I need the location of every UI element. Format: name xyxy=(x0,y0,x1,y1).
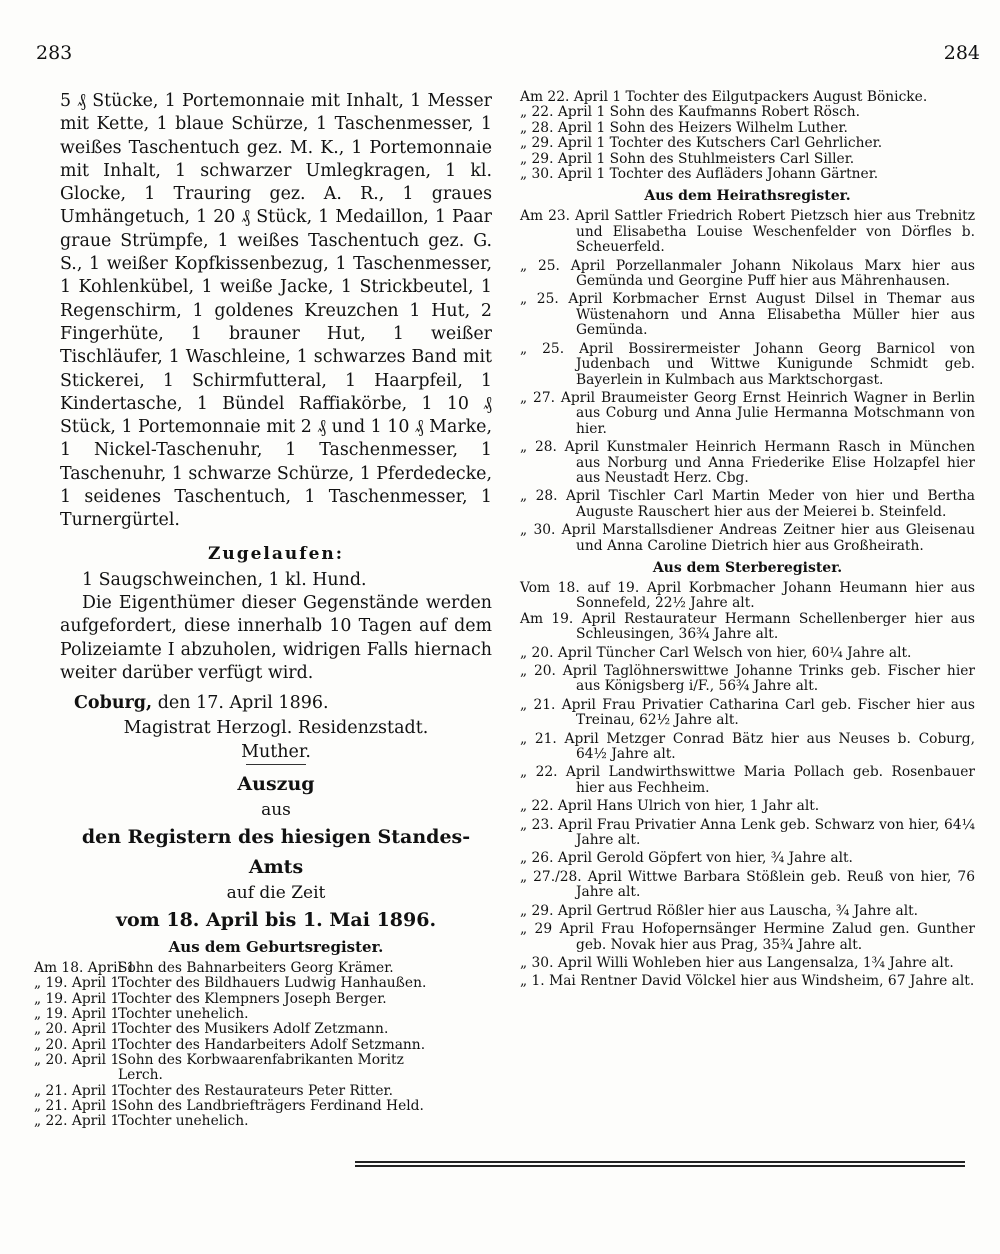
birth-date: „ 19. April 1 xyxy=(34,990,120,1007)
birth-row xyxy=(34,1022,492,1037)
marriage-entry: Am 23. April Sattler Friedrich Robert Pietzsch hier aus Trebnitz und Elisabetha Louise Weschenfelder von Dörfles b. Scheuerfeld. xyxy=(520,208,975,256)
birth-text: Lerch. xyxy=(118,1068,163,1084)
death-entry: „ 30. April Willi Wohleben hier aus Langensalza, 1¾ Jahre alt. xyxy=(520,954,954,971)
death-entry: „ 20. April Tüncher Carl Welsch von hier, 60¼ Jahre alt. xyxy=(520,644,912,661)
auszug-registers: den Registern des hiesigen Standes-Amts xyxy=(81,826,471,879)
birth-text: Sohn des Bahnarbeiters Georg Krämer. xyxy=(118,961,394,977)
marriage-entry: „ 27. April Braumeister Georg Ernst Heinrich Wagner in Berlin aus Coburg und Anna Julie Hermanna Motschmann von hier. xyxy=(520,389,975,437)
birth-entry: Am 22. April 1 Tochter des Eilgutpackers August Bönicke. xyxy=(520,89,928,105)
birth-text: Tochter unehelich. xyxy=(118,1007,249,1023)
found-items-list: 5 ₰ Stücke, 1 Portemonnaie mit Inhalt, 1 Messer mit Kette, 1 blaue Schürze, 1 Taschenmesser, 1 weißes Taschentuch gez. M. K., 1 Portemonnaie mit Inhalt, 1 schwarzer Umlegkragen, 1 kl. Glocke, 1 Trauring gez. A. R., 1 graues Umhängetuch, 1 20 ₰ Stück, 1 Medaillon, 1 Paar graue Strümpfe, 1 weißes Taschentuch gez. G. S., 1 weißer Kopfkissenbezug, 1 Taschenmesser, 1 Kohlenkübel, 1 weiße Jacke, 1 Strickbeutel, 1 Regenschirm, 1 goldenes Kreuzchen 1 Hut, 2 Fingerhüte, 1 brauner Hut, 1 weißer Tischläufer, 1 Waschleine, 1 schwarzes Band mit Stickerei, 1 Schirmfutteral, 1 Haarpfeil, 1 Kindertasche, 1 Bündel Raffiakörbe, 1 10 ₰ Stück, 1 Portemonnaie mit 2 ₰ und 1 10 ₰ Marke, 1 Nickel-Taschenuhr, 1 Taschenmesser, 1 Taschenuhr, 1 schwarze Schürze, 1 Pferdedecke, 1 seidenes Taschentuch, 1 Taschenmesser, 1 Turnergürtel. xyxy=(60,91,492,531)
death-entry: „ 22. April Landwirthswittwe Maria Pollach geb. Rosenbauer hier aus Fechheim. xyxy=(520,764,975,796)
death-entry: Vom 18. auf 19. April Korbmacher Johann Heumann hier aus Sonnefeld, 22½ Jahre alt. xyxy=(520,579,975,612)
birth-date: „ 20. April 1 xyxy=(34,1051,120,1068)
birth-text: Tochter des Bildhauers Ludwig Hanhaußen. xyxy=(118,976,427,992)
birth-date xyxy=(34,1068,118,1083)
death-entry: „ 21. April Metzger Conrad Bätz hier aus Neuses b. Coburg, 64½ Jahre alt. xyxy=(520,730,975,763)
birth-row xyxy=(34,1053,492,1068)
owner-notice: Die Eigenthümer dieser Gegenstände werden aufgefordert, diese innerhalb 10 Tagen auf dem Polizeiamte I abzuholen, widrigen Falls hiernach weiter darüber verfügt wird. xyxy=(60,592,492,683)
marriage-entry: „ 25. April Korbmacher Ernst August Dilsel in Themar aus Wüstenahorn und Anna Elisabetha Müller hier aus Gemünda. xyxy=(520,291,975,339)
birth-date: „ 21. April 1 xyxy=(34,1097,120,1114)
birth-entry: „ 28. April 1 Sohn des Heizers Wilhelm Luther. xyxy=(520,119,848,136)
place-date-line xyxy=(60,691,492,716)
death-entry: „ 1. Mai Rentner David Völckel hier aus Windsheim, 67 Jahre alt. xyxy=(520,973,975,990)
birth-date: „ 20. April 1 xyxy=(34,1036,120,1053)
place: Coburg, xyxy=(74,693,153,714)
bottom-rule xyxy=(355,1161,965,1163)
bottom-rule xyxy=(355,1165,965,1167)
marriage-entry: „ 28. April Kunstmaler Heinrich Hermann Rasch in München aus Norburg und Anna Friederike Elise Holzapfel hier aus Neustadt Herz. Cbg. xyxy=(520,439,975,486)
authority: Magistrat Herzogl. Residenzstadt. xyxy=(123,718,429,739)
birth-date: „ 22. April 1 xyxy=(34,1113,120,1130)
auszug-period: vom 18. April bis 1. Mai 1896. xyxy=(115,909,437,932)
birth-entry: „ 29. April 1 Sohn des Stuhlmeisters Carl Siller. xyxy=(520,150,855,167)
death-entry: Am 19. April Restaurateur Hermann Schellenberger hier aus Schleusingen, 36¾ Jahre alt. xyxy=(520,610,975,643)
birth-row xyxy=(34,1068,492,1083)
divider xyxy=(246,764,306,765)
zugelaufen-item: 1 Saugschweinchen, 1 kl. Hund. xyxy=(82,569,367,590)
birth-date: Am 18. April 1 xyxy=(34,960,136,977)
auszug-period-label: auf die Zeit xyxy=(226,883,326,904)
marriage-entry: „ 30. April Marstallsdiener Andreas Zeitner hier aus Gleisenau und Anna Caroline Dietrich hier aus Großheirath. xyxy=(520,522,975,554)
death-entry: „ 29 April Frau Hofopernsänger Hermine Zalud gen. Gunther geb. Novak hier aus Prag, 35¾ Jahre alt. xyxy=(520,921,975,953)
births-list xyxy=(34,961,492,1129)
auszug-aus: aus xyxy=(261,800,291,821)
death-entry: „ 26. April Gerold Göpfert von hier, ¾ Jahre alt. xyxy=(520,850,853,867)
death-entry: „ 22. April Hans Ulrich von hier, 1 Jahr alt. xyxy=(520,798,820,815)
marriages-list xyxy=(520,209,975,554)
birth-entry: „ 30. April 1 Tochter des Aufläders Johann Gärtner. xyxy=(520,166,879,183)
births-continued xyxy=(520,90,975,182)
birth-row xyxy=(34,1114,492,1129)
births-heading: Aus dem Geburtsregister. xyxy=(168,938,384,957)
deaths-list xyxy=(520,581,975,990)
birth-text: Sohn des Landbriefträgers Ferdinand Held. xyxy=(118,1098,424,1114)
death-entry: „ 23. April Frau Privatier Anna Lenk geb. Schwarz von hier, 64¼ Jahre alt. xyxy=(520,816,975,849)
birth-row xyxy=(34,1038,492,1053)
page-number-left: 283 xyxy=(36,42,73,64)
birth-text: Sohn des Korbwaarenfabrikanten Moritz xyxy=(118,1052,404,1068)
deaths-heading: Aus dem Sterberegister. xyxy=(652,559,843,576)
marriages-heading: Aus dem Heirathsregister. xyxy=(644,188,851,205)
birth-text: Tochter des Handarbeiters Adolf Setzmann. xyxy=(118,1037,426,1053)
zugelaufen-heading: Zugelaufen: xyxy=(207,543,345,564)
birth-date: „ 19. April 1 xyxy=(34,1006,120,1023)
birth-text: Tochter des Restaurateurs Peter Ritter. xyxy=(118,1083,394,1099)
birth-text: Tochter des Musikers Adolf Zetzmann. xyxy=(118,1022,389,1038)
birth-entry: „ 29. April 1 Tochter des Kutschers Carl Gehrlicher. xyxy=(520,135,883,152)
birth-date: „ 21. April 1 xyxy=(34,1082,120,1099)
death-entry: „ 27./28. April Wittwe Barbara Stößlein geb. Reuß von hier, 76 Jahre alt. xyxy=(520,868,975,901)
birth-row xyxy=(34,1099,492,1114)
date: den 17. April 1896. xyxy=(157,693,329,714)
marriage-entry: „ 28. April Tischler Carl Martin Meder von hier und Bertha Auguste Rauschert hier aus der Meierei b. Steinfeld. xyxy=(520,488,975,520)
death-entry: „ 29. April Gertrud Rößler hier aus Lauscha, ¾ Jahre alt. xyxy=(520,902,919,919)
birth-row xyxy=(34,976,492,991)
birth-row xyxy=(34,1007,492,1022)
birth-row xyxy=(34,961,492,976)
death-entry: „ 21. April Frau Privatier Catharina Carl geb. Fischer hier aus Treinau, 62½ Jahre alt. xyxy=(520,696,975,729)
birth-row xyxy=(34,1084,492,1099)
marriage-entry: „ 25. April Bossirermeister Johann Georg Barnicol von Judenbach und Wittwe Kunigunde Schmidt geb. Bayerlein in Kulmbach aus Marktschorgast. xyxy=(520,340,975,388)
right-column xyxy=(520,90,975,990)
birth-entry: „ 22. April 1 Sohn des Kaufmanns Robert Rösch. xyxy=(520,104,861,121)
birth-text: Tochter unehelich. xyxy=(118,1114,249,1130)
page-number-right: 284 xyxy=(943,42,980,64)
birth-date: „ 19. April 1 xyxy=(34,975,120,992)
birth-row xyxy=(34,992,492,1007)
death-entry: „ 20. April Taglöhnerswittwe Johanne Trinks geb. Fischer hier aus Königsberg i/F., 56¾ Jahre alt. xyxy=(520,663,975,695)
birth-text: Tochter des Klempners Joseph Berger. xyxy=(118,991,387,1007)
marriage-entry: „ 25. April Porzellanmaler Johann Nikolaus Marx hier aus Gemünda und Georgine Puff hier aus Mährenhausen. xyxy=(520,257,975,290)
birth-date: „ 20. April 1 xyxy=(34,1021,120,1038)
auszug-title: Auszug xyxy=(237,773,315,796)
left-column xyxy=(34,90,492,1130)
signatory: Muther. xyxy=(241,742,311,763)
